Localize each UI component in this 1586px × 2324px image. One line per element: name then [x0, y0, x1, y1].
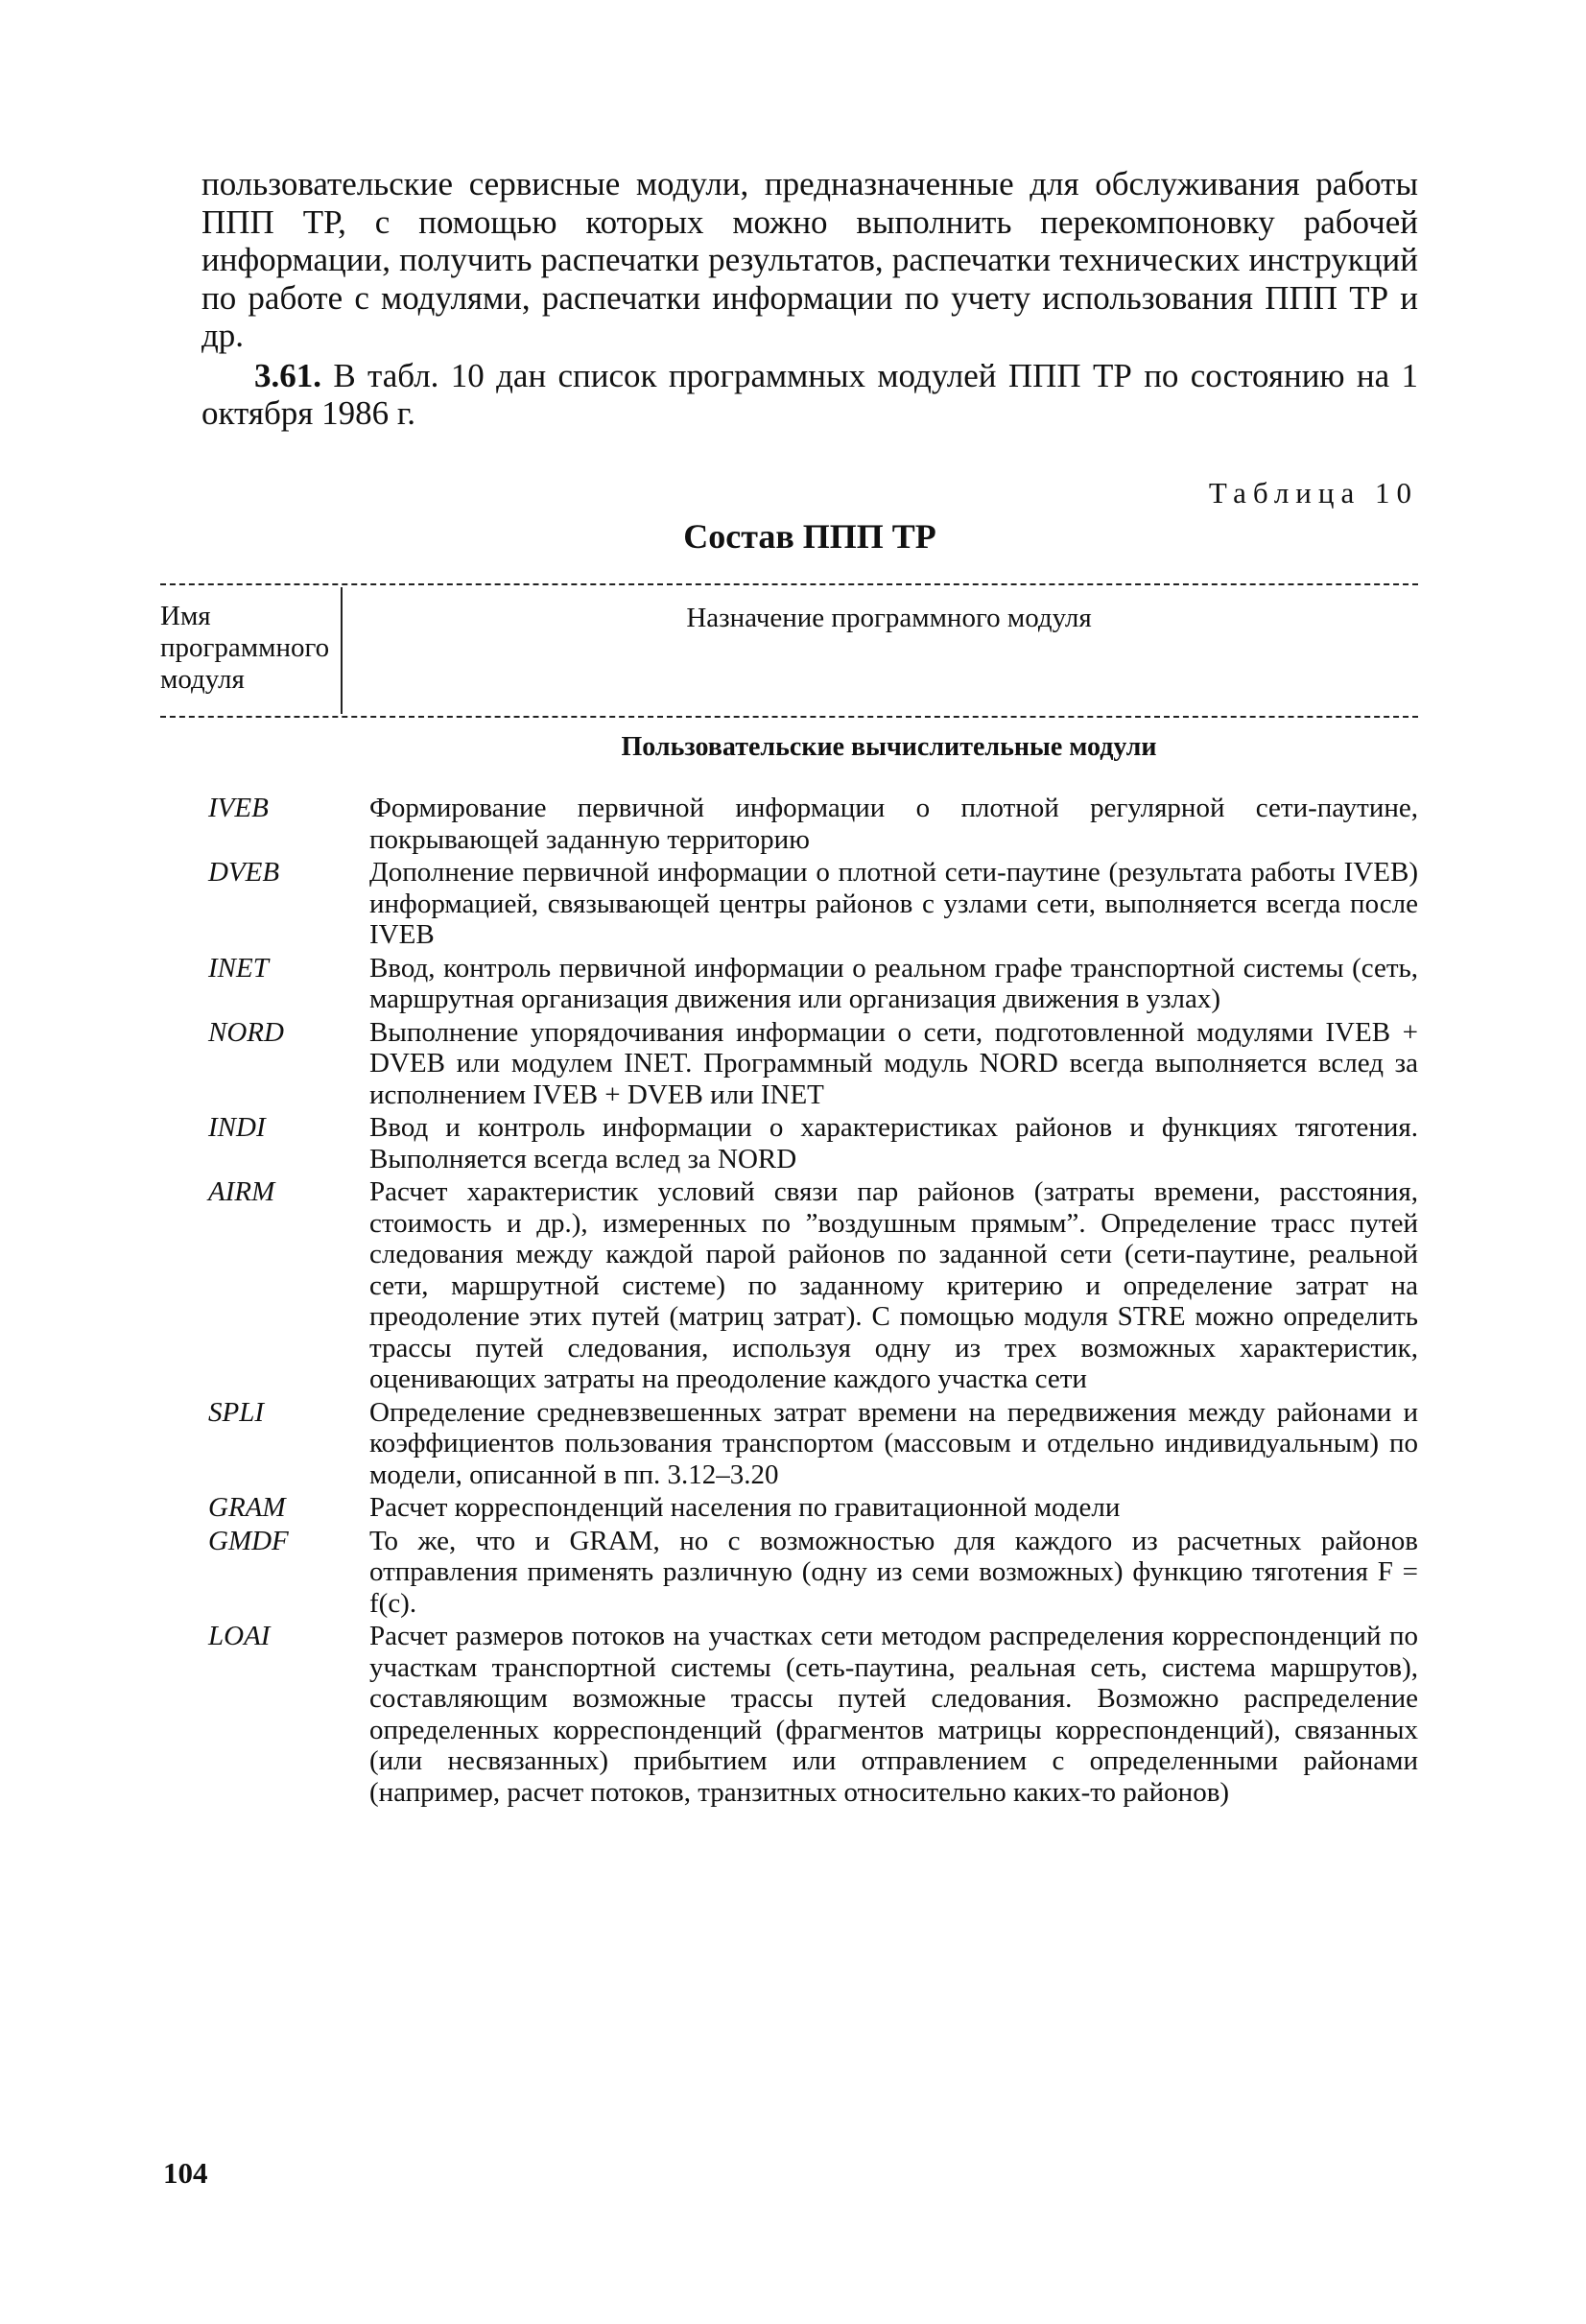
module-name: GMDF — [208, 1525, 289, 1556]
page-number: 104 — [163, 2156, 208, 2190]
table-header-rule — [160, 716, 1418, 718]
section-paragraph — [201, 357, 1418, 433]
table-row — [160, 953, 1418, 1017]
module-name: NORD — [208, 1016, 284, 1048]
module-description: Дополнение первичной информации о плотной сети-паутине (результата работы IVEB) информацией, связывающей центры районов с узлами сети, выполняется всегда после IVEB — [369, 857, 1418, 950]
table-row — [160, 1176, 1418, 1397]
table-row — [160, 1017, 1418, 1113]
table-row — [160, 1621, 1418, 1810]
header-module-name: Имя программного модуля — [160, 601, 330, 695]
module-description: То же, что и GRAM, но с возможностью для каждого из расчетных районов отправления применять различную (одну из семи возможных) функцию тяготения F = f(c). — [369, 1525, 1418, 1619]
module-description: Ввод и контроль информации о характеристиках районов и функциях тяготения. Выполняется всегда вслед за NORD — [369, 1112, 1418, 1174]
table-row — [160, 793, 1418, 857]
table-row — [160, 1492, 1418, 1526]
header-module-purpose: Назначение программного модуля — [686, 603, 1092, 633]
module-name: GRAM — [208, 1492, 286, 1523]
table-number: Таблица 10 — [1208, 476, 1418, 510]
module-name: INET — [208, 952, 269, 984]
table-row — [160, 1112, 1418, 1176]
module-description: Выполнение упорядочивания информации о сети, подготовленной модулями IVEB + DVEB или модулем INET. Программный модуль NORD всегда выполняется вслед за исполнением IVEB + DVEB или INET — [369, 1016, 1418, 1110]
module-description: Ввод, контроль первичной информации о реальном графе транспортной системы (сеть, маршрутная организация движения или организация движения в узлах) — [369, 952, 1418, 1014]
module-name: INDI — [208, 1112, 266, 1143]
section-number: 3.61. — [254, 356, 321, 394]
body-text — [201, 165, 1418, 433]
header-column-divider — [341, 587, 343, 714]
module-description: Определение средневзвешенных затрат времени на передвижения между районами и коэффициентов пользования транспортом (массовым и отдельно индивидуальным) по модели, описанной в пп. 3.12–3.20 — [369, 1396, 1418, 1490]
intro-paragraph: пользовательские сервисные модули, предназначенные для обслуживания работы ППП ТР, с помощью которых можно выполнить перекомпоновку рабочей информации, получить распечатки результатов, распечатки технических инструкций по работе с модулями, распечатки информации по учету использования ППП ТР и др. — [201, 165, 1418, 354]
table-row — [160, 857, 1418, 953]
module-description: Расчет корреспонденций населения по гравитационной модели — [369, 1492, 1121, 1523]
table-row — [160, 1397, 1418, 1493]
module-description: Расчет размеров потоков на участках сети методом распределения корреспонденций по участкам транспортной системы (сеть-паутина, реальная сеть, система маршрутов), составляющим возможные трассы путей следования. Возможно распределение определенных корреспонденций (фрагментов матрицы корреспонденций), связанных (или несвязанных) прибытием или отправлением с определенными районами (например, расчет потоков, транзитных относительно каких-то районов) — [369, 1621, 1418, 1808]
module-name: LOAI — [208, 1621, 271, 1651]
module-name: DVEB — [208, 857, 280, 888]
table-title: Состав ППП ТР — [683, 517, 936, 556]
table-section-heading: Пользовательские вычислительные модули — [621, 732, 1157, 762]
section-text: В табл. 10 дан список программных модулей ППП ТР по состоянию на 1 октября 1986 г. — [201, 356, 1419, 432]
module-name: AIRM — [208, 1176, 275, 1207]
module-description: Расчет характеристик условий связи пар районов (затраты времени, расстояния, стоимость и др.), измеренных по ”воздушным прямым”. Определение трасс путей следования между каждой парой районов по заданной сети (сети-паутине, реальной сети, маршрутной системе) по заданному критерию и определение затрат на преодоление этих путей (матриц затрат). С помощью модуля STRE можно определить трассы путей следования, используя одну из трех возможных характеристик, оценивающих затраты на преодоление каждого участка сети — [369, 1176, 1418, 1394]
module-name: IVEB — [208, 793, 269, 823]
module-name: SPLI — [208, 1396, 264, 1428]
table-top-rule — [160, 583, 1418, 585]
module-description: Формирование первичной информации о плотной регулярной сети-паутине, покрывающей заданную территорию — [369, 793, 1418, 855]
module-table-body — [160, 793, 1418, 1810]
table-row — [160, 1526, 1418, 1622]
